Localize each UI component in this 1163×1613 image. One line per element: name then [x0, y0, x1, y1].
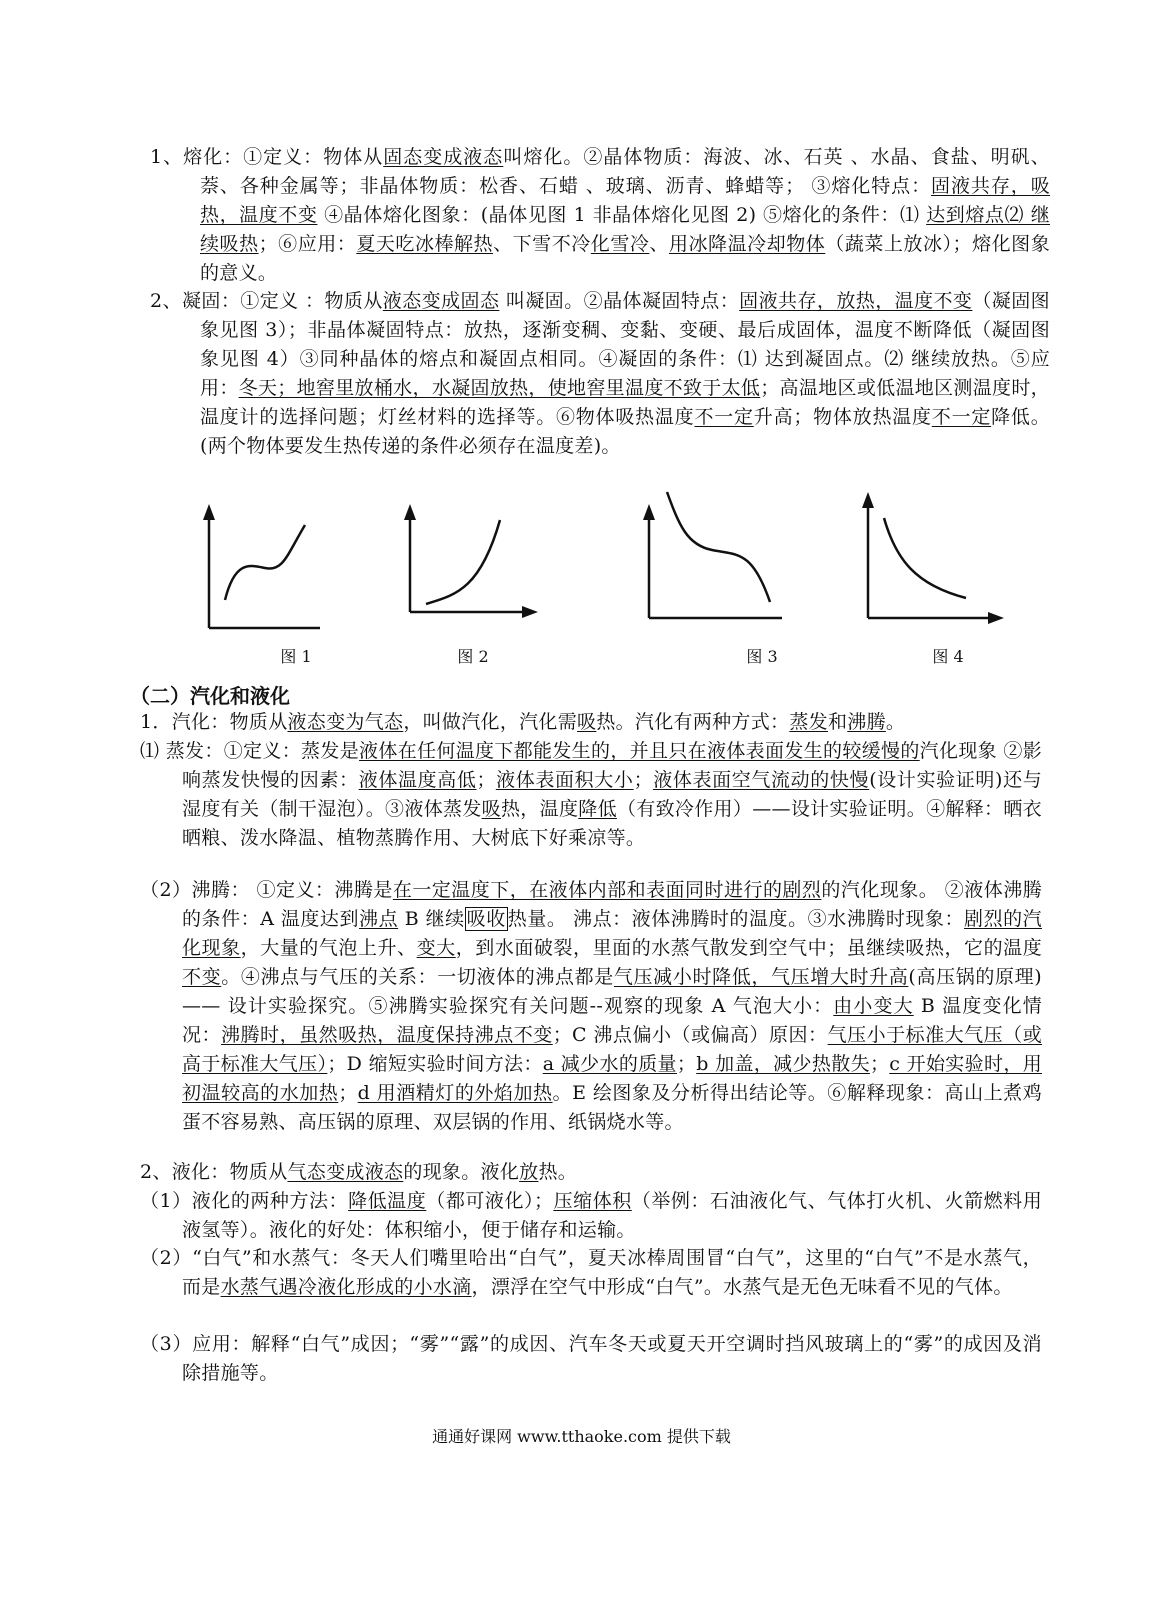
paragraph-applications	[140, 1330, 1042, 1388]
text-segment: ；C 沸点偏小（或偏高）原因：	[552, 1024, 828, 1046]
underlined-text: 固态变成液态	[383, 146, 504, 168]
text-segment: B 继续	[398, 908, 465, 930]
text-segment: （2）沸腾： ①定义：沸腾是	[140, 879, 393, 901]
underlined-text: 液态变为气态	[287, 711, 404, 733]
text-segment: 和	[827, 711, 848, 733]
underlined-text: 沸点	[359, 908, 399, 930]
underlined-text: 固液共存，吸热，温度不变	[200, 175, 1050, 226]
paragraph-melting	[150, 143, 1050, 288]
underlined-text: d 用酒精灯的外焰加热	[357, 1082, 553, 1104]
paragraph-vaporization-intro	[140, 708, 1000, 737]
text-segment: 2、液化：物质从	[140, 1161, 288, 1183]
underlined-text: 气态变成液态	[287, 1161, 404, 1183]
text-segment: 。④沸点与气压的关系：一切液体的沸点都是	[221, 966, 614, 988]
text-segment: ；	[633, 769, 653, 791]
underlined-text: 固液共存，放热，温度不变	[739, 290, 973, 312]
text-segment: 升高；物体放热温度	[753, 406, 932, 428]
text-segment: ；	[869, 1053, 890, 1075]
text-segment: （有致冷作用）——设计实验证明。④解释：晒衣晒粮、泼水降温、植物蒸腾作用、大树底下好乘凉等。	[182, 798, 1042, 849]
paragraph-white-vapor	[140, 1244, 1042, 1302]
underlined-text: 降低温度	[348, 1190, 427, 1212]
underlined-text: b 加盖，减少热散失	[696, 1053, 870, 1075]
underlined-text: c 开始实验时，用初温较高的水加热	[182, 1053, 1043, 1104]
text-segment: （蔬菜上放冰）；熔化图象的意义。	[200, 233, 1050, 284]
text-segment: 的现象。液化	[403, 1161, 520, 1183]
text-segment: （1）液化的两种方法：	[140, 1190, 349, 1212]
text-segment: B 温度变化情况：	[182, 995, 1042, 1046]
text-segment: 2、凝固：①定义 ：物质从	[150, 290, 383, 312]
underlined-text: 气压小于标准大气压（或高于标准大气压）	[182, 1024, 1042, 1075]
underlined-text: 沸腾时，虽然吸热，温度保持沸点不变	[221, 1024, 553, 1046]
text-segment: ，到水面破裂，里面的水蒸气散发到空气中；虽继续吸热，它的温度	[455, 937, 1042, 959]
underlined-text: 液体温度高低	[358, 769, 477, 791]
underlined-text: 放	[519, 1161, 539, 1183]
underlined-text: a 减少水的质量	[542, 1053, 677, 1075]
underlined-text: 变大	[416, 937, 456, 959]
text-segment: ；高温地区或低温地区测温度时，温度计的选择问题；灯丝材料的选择等。⑥物体吸热温度	[200, 377, 1050, 428]
underlined-text: 达到熔点⑵ 继续吸热	[200, 204, 1050, 255]
underlined-text: 在一定温度下，在液体内部和表面同时进行的剧烈	[392, 879, 822, 901]
underlined-text: 不变	[182, 966, 222, 988]
underlined-text: 化雪冷	[590, 233, 650, 255]
text-segment: 、	[649, 233, 669, 255]
text-segment: 叫凝固。②晶体凝固特点：	[499, 290, 740, 312]
text-segment: 热。	[538, 1161, 578, 1183]
underlined-text: 气压减小时降低，气压增大时升高	[613, 966, 909, 988]
text-segment: ；⑥应用：	[258, 233, 357, 255]
underlined-text: 吸	[577, 711, 597, 733]
underlined-text: 沸腾	[847, 711, 886, 733]
text-segment: (设计实验证明)还与湿度有关（制干湿泡）。③液体蒸发	[182, 769, 1043, 820]
figure-2-caption: 图 2	[457, 647, 489, 666]
underlined-text: 不一定	[694, 406, 754, 428]
underlined-text: 不一定	[931, 406, 992, 428]
text-segment: 热。汽化有两种方式：	[596, 711, 790, 733]
underlined-text: 液体表面空气流动的快慢	[652, 769, 870, 791]
underlined-text: 压缩体积	[553, 1190, 632, 1212]
underlined-text: 冬天；地窖里放桶水，水凝固放热，使地窖里温度不致于太低	[238, 377, 761, 399]
underlined-text: 水蒸气遇冷液化形成的小水滴	[220, 1276, 472, 1298]
text-segment: 热，温度	[500, 798, 579, 820]
text-segment: （举例：石油液化气、气体打火机、火箭燃料用液氢等）。液化的好处：体积缩小，便于储存和运输。	[182, 1190, 1043, 1241]
text-segment: ，大量的气泡上升、	[240, 937, 417, 959]
paragraph-evaporation	[140, 737, 1042, 853]
text-segment: 。	[885, 711, 906, 733]
text-segment: ，漂浮在空气中形成“白气”。水蒸气是无色无味看不见的气体。	[471, 1276, 1013, 1298]
text-segment: ④晶体熔化图象：(晶体见图 1 非晶体熔化见图 2) ⑤熔化的条件：⑴	[317, 204, 927, 226]
underlined-text: 液态变成固态	[382, 290, 500, 312]
underlined-text: 液体在任何温度下都能发生的，并且只在液体表面发生的较缓慢的	[359, 740, 920, 762]
figure-3-caption: 图 3	[746, 647, 778, 666]
text-segment: 降低。(两个物体要发生热传递的条件必须存在温度差)。	[200, 406, 1050, 457]
page-footer: 通通好课网 www.tthaoke.com 提供下载	[432, 1427, 731, 1446]
figure-2-amorphous-melting-graph	[400, 500, 540, 620]
text-segment: ；	[676, 1053, 697, 1075]
figure-1-caption: 图 1	[280, 647, 312, 666]
paragraph-boiling	[140, 876, 1042, 1137]
text-segment: 。E 绘图象及分析得出结论等。⑥解释现象：高山上煮鸡蛋不容易熟、高压锅的原理、双层锅的作用、纸锅烧水等。	[182, 1082, 1042, 1133]
text-segment: 热量。 沸点：液体沸腾时的温度。③水沸腾时现象：	[507, 908, 965, 930]
underlined-text: 蒸发	[789, 711, 828, 733]
text-segment: 1．汽化：物质从	[140, 711, 288, 733]
text-segment: ；	[476, 769, 496, 791]
text-segment: ，叫做汽化，汽化需	[403, 711, 578, 733]
text-segment: 叫熔化。②晶体物质：海波、冰、石英 、水晶、食盐、明矾、萘、各种金属等；非晶体物质：松香、石蜡 、玻璃、沥青、蜂蜡等； ③熔化特点：	[200, 146, 1050, 197]
text-segment: （3）应用：解释“白气”成因；“雾”“露”的成因、汽车冬天或夏天开空调时挡风玻璃上的“雾”的成因及消除措施等。	[140, 1333, 1042, 1384]
text-segment: 、下雪不冷	[493, 233, 591, 255]
figure-1-crystal-melting-graph	[195, 500, 325, 635]
text-segment: 1、熔化：①定义：物体从	[150, 146, 384, 168]
underlined-text: 由小变大	[833, 995, 914, 1017]
paragraph-liquefaction	[140, 1158, 1000, 1187]
text-segment: ；	[338, 1082, 358, 1104]
text-segment: （都可液化）；	[426, 1190, 554, 1212]
boxed-text: 吸收	[466, 908, 506, 930]
figure-4-amorphous-solidification-graph	[856, 490, 1006, 625]
paragraph-liquefaction-methods	[140, 1187, 1042, 1245]
underlined-text: 吸	[481, 798, 501, 820]
paragraph-solidification	[150, 287, 1050, 461]
text-segment: (高压锅的原理)—— 设计实验探究。⑤沸腾实验探究有关问题--观察的现象 A 气泡大小：	[182, 966, 1042, 1017]
text-segment: （2）“白气”和水蒸气：冬天人们嘴里哈出“白气”，夏天冰棒周围冒“白气”，这里的“白气”不是水蒸气，而是	[140, 1247, 1042, 1298]
text-segment: 汽化现象 ②影响蒸发快慢的因素：	[182, 740, 1043, 791]
underlined-text: 液体表面积大小	[495, 769, 634, 791]
text-segment: （凝固图象见图 3）；非晶体凝固特点：放热，逐渐变稠、变黏、变硬、最后成固体，温度不断降低（凝固图象见图 4）③同种晶体的熔点和凝固点相同。④凝固的条件：⑴ 达到凝固点。⑵ 继续放热。⑤应用：	[200, 290, 1050, 399]
figure-4-caption: 图 4	[932, 647, 964, 666]
underlined-text: 剧烈的汽化现象	[182, 908, 1042, 959]
underlined-text: 降低	[578, 798, 617, 820]
text-segment: 的汽化现象。 ②液体沸腾的条件：A 温度达到	[182, 879, 1042, 930]
text-segment: ⑴ 蒸发：①定义：蒸发是	[140, 740, 360, 762]
text-segment: ；D 缩短实验时间方法：	[327, 1053, 543, 1075]
underlined-text: 夏天吃冰棒解热	[356, 233, 494, 255]
underlined-text: 用冰降温冷却物体	[668, 233, 826, 255]
figure-3-crystal-solidification-graph	[637, 490, 787, 625]
section-heading-vaporization: （二）汽化和液化	[130, 684, 290, 708]
